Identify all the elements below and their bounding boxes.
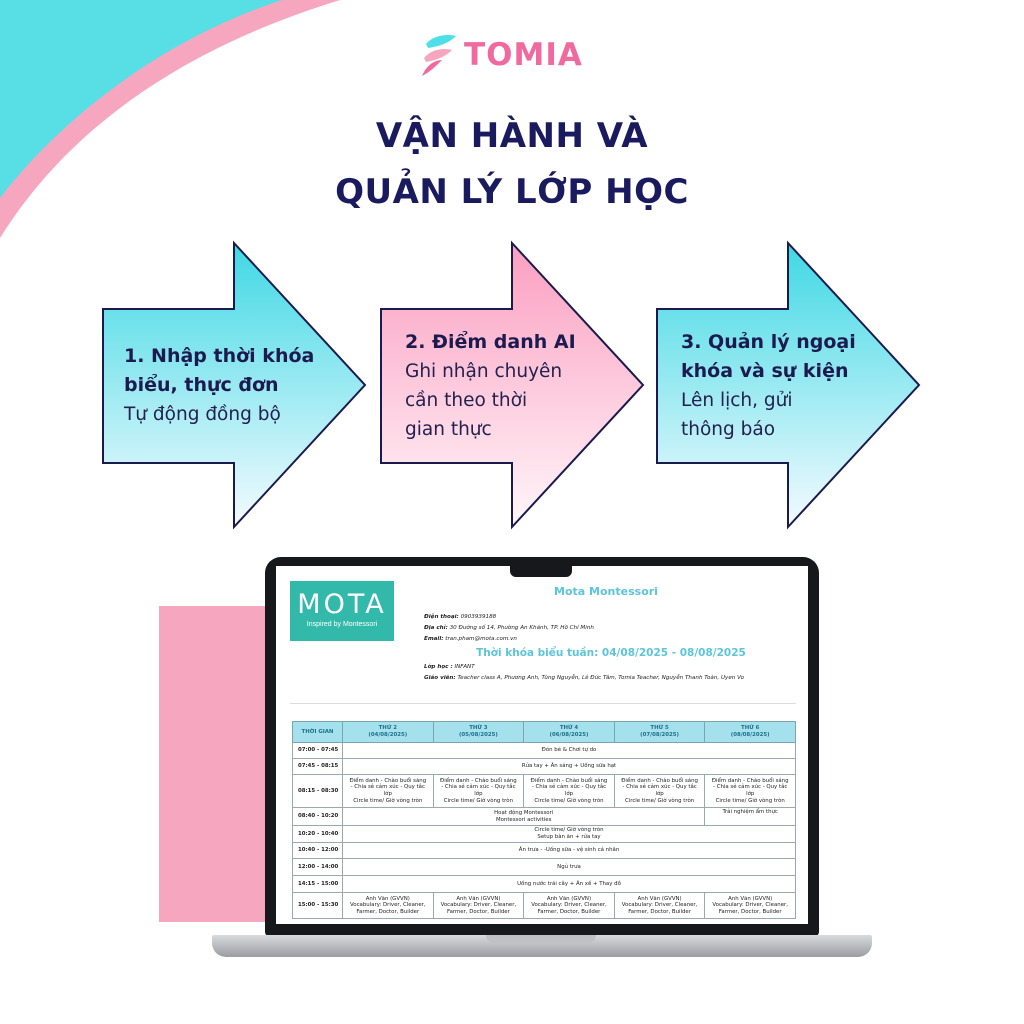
activity-line: Anh Văn (GVVN) [456,895,501,902]
activity-line: Circle time/ Giờ vòng tròn [624,797,695,804]
activity-line: Điểm danh - Chào buổi sáng [621,777,698,784]
activity-line: Vocabulary: Driver, Cleaner, [350,902,426,909]
brand-name: TOMIA [464,37,583,73]
school-name: Mota Montessori [554,585,658,598]
activity-cell [524,893,615,919]
activity-line: Circle time/ Giờ vòng tròn [715,797,785,804]
mota-logo-tagline: Inspired by Montessori [306,621,378,628]
activity-cell [614,775,705,808]
email-value: tran.pham@mota.com.vn [445,636,517,642]
activity-line: lớp [564,791,574,797]
activity-cell [343,808,705,826]
activity-cell: Uống nước trái cây + Ăn xế + Thay đồ [343,876,796,893]
title-line-1: VẬN HÀNH VÀ [375,116,649,156]
day-name: THỨ 2 [378,725,397,731]
activity-line: Farmer, Doctor, Builder [356,908,420,915]
activity-cell: Ngủ trưa [343,859,796,876]
activity-line: Điểm danh - Chào buổi sáng [530,777,608,784]
activity-line: Farmer, Doctor, Builder [447,908,510,915]
table-row [293,843,796,859]
activity-cell: Rửa tay + Ăn sáng + Uống sữa hạt [343,759,796,775]
activity-cell [433,775,524,808]
activity-line: Circle time/ Giờ vòng tròn [353,797,423,804]
activity-cell: Ăn trưa - -Uống sữa - vệ sinh cá nhân [343,843,796,859]
schedule-title: Thời khóa biểu tuần: 04/08/2025 - 08/08/2025 [476,647,746,659]
activity-cell: Đón bé & Chơi tự do [343,743,796,759]
address-line [424,625,594,631]
activity-line: lớp [474,791,483,797]
activity-line: Vocabulary: Driver, Cleaner, [712,902,788,909]
step-3-title-line-1: 3. Quản lý ngoại [681,331,856,353]
timetable [292,721,796,919]
day-header [524,722,615,743]
activity-line: - Chia sẻ cảm xúc - Quy tắc [350,784,425,791]
day-header [433,722,524,743]
activity-line: Anh Văn (GVVN) [728,895,773,902]
activity-line: Vocabulary: Driver, Cleaner, [531,902,607,909]
laptop-lid-notch [486,935,596,943]
activity-cell [614,893,705,919]
day-header [614,722,705,743]
activity-line: Farmer, Doctor, Builder [537,908,601,915]
day-header [705,722,796,743]
activity-cell: Trải nghiệm ẩm thực [705,808,796,826]
class-line [424,664,475,670]
divider [290,703,796,704]
activity-cell [705,775,796,808]
time-cell: 10:40 - 12:00 [293,843,343,859]
table-row [293,808,796,826]
activity-line: Anh Văn (GVVN) [365,895,410,902]
camera-notch [510,566,572,577]
time-cell: 08:15 - 08:30 [293,775,343,808]
activity-line: - Chia sẻ cảm xúc - Quy tắc [713,784,788,791]
time-cell: 07:00 - 07:45 [293,743,343,759]
time-cell: 10:20 - 10:40 [293,826,343,843]
day-name: THỨ 4 [559,725,579,731]
day-name: THỨ 5 [650,725,669,731]
table-row [293,859,796,876]
address-label: Địa chỉ: [424,625,448,631]
pink-accent-block [159,606,265,922]
activity-line: Anh Văn (GVVN) [637,895,682,902]
class-label: Lớp học : [424,664,453,670]
activity-line: - Chia sẻ cảm xúc - Quy tắc [531,784,607,791]
step-3-title-line-2: khóa và sự kiện [681,360,849,382]
activity-cell [343,893,434,919]
address-value: 30 Đường số 14, Phường An Khánh, TP. Hồ Chí Minh [449,625,594,631]
activity-line: Circle time/ Giờ vòng tròn [534,797,604,804]
time-cell: 12:00 - 14:00 [293,859,343,876]
time-cell: 15:00 - 15:30 [293,893,343,919]
activity-line: Điểm danh - Chào buổi sáng [711,777,789,784]
step-3-desc-line-1: Lên lịch, gửi [681,390,793,411]
table-row [293,743,796,759]
time-cell: 07:45 - 08:15 [293,759,343,775]
activity-line: Vocabulary: Driver, Cleaner, [621,902,698,909]
mota-logo-text: MOTA [297,589,387,620]
step-1-title-line-2: biểu, thực đơn [124,374,279,396]
day-date: (06/08/2025) [549,732,589,738]
teachers-line [424,675,744,681]
activity-line: Farmer, Doctor, Builder [628,908,691,915]
time-column-header: THỜI GIAN [293,722,343,743]
activity-line: Setup bàn ăn + rửa tay [537,834,601,840]
table-row [293,893,796,919]
step-1-desc-line-1: Tự động đồng bộ [124,404,281,425]
mota-logo [290,581,394,641]
step-2-text [405,328,576,444]
phone-label: Điện thoại: [424,614,459,620]
email-label: Email: [424,636,444,642]
title-line-2: QUẢN LÝ LỚP HỌC [335,172,689,212]
activity-line: Farmer, Doctor, Builder [718,908,782,915]
activity-line: - Chia sẻ cảm xúc - Quy tắc [441,784,516,791]
activity-cell [343,775,434,808]
activity-line: Circle time/ Giờ vòng tròn [534,827,604,834]
time-cell: 08:40 - 10:20 [293,808,343,826]
day-date: (08/08/2025) [730,732,770,738]
step-2-desc-line-2: cần theo thời [405,390,528,411]
activity-line: lớp [383,791,392,797]
laptop-screen [276,566,808,924]
activity-cell [705,893,796,919]
activity-line: Điểm danh - Chào buổi sáng [349,777,427,784]
activity-line: Điểm danh - Chào buổi sáng [440,777,517,784]
activity-cell [343,826,796,843]
activity-cell [433,893,524,919]
day-name: THỨ 6 [741,725,760,731]
activity-line: Circle time/ Giờ vòng tròn [443,797,513,804]
day-date: (04/08/2025) [368,732,408,738]
step-3-desc-line-2: thông báo [681,419,776,440]
phone-value: 0903939188 [460,614,497,620]
time-cell: 14:15 - 15:00 [293,876,343,893]
activity-cell [524,775,615,808]
step-2-title: 2. Điểm danh AI [405,331,576,353]
teachers-value: Teacher class A, Phương Anh, Tùng Nguyễn, Lê Đức Tâm, Tomia Teacher, Nguyễn Thanh Toàn, Uyen Vo [457,675,745,681]
table-row [293,775,796,808]
table-row [293,826,796,843]
activity-line: Anh Văn (GVVN) [546,895,592,902]
step-2-desc-line-3: gian thực [405,419,492,440]
table-row [293,759,796,775]
step-1-title-line-1: 1. Nhập thời khóa [124,345,315,367]
day-date: (05/08/2025) [458,732,498,738]
activity-line: lớp [746,791,755,797]
email-line [424,636,517,642]
step-2-desc-line-1: Ghi nhận chuyên [405,361,563,382]
phone-line [424,614,496,620]
day-date: (07/08/2025) [640,732,680,738]
timetable-header-row [293,722,796,743]
activity-line: Hoạt động Montessori [494,809,554,816]
teachers-label: Giáo viên: [424,675,456,681]
activity-line: Montessori activities [495,816,552,823]
step-1-text [124,342,314,429]
step-3-text [681,328,856,444]
day-name: THỨ 3 [469,725,488,731]
activity-line: - Chia sẻ cảm xúc - Quy tắc [622,784,697,791]
day-header [343,722,434,743]
activity-line: lớp [655,791,664,797]
table-row [293,876,796,893]
class-value: INFANT [454,664,475,670]
activity-line: Vocabulary: Driver, Cleaner, [440,902,517,909]
